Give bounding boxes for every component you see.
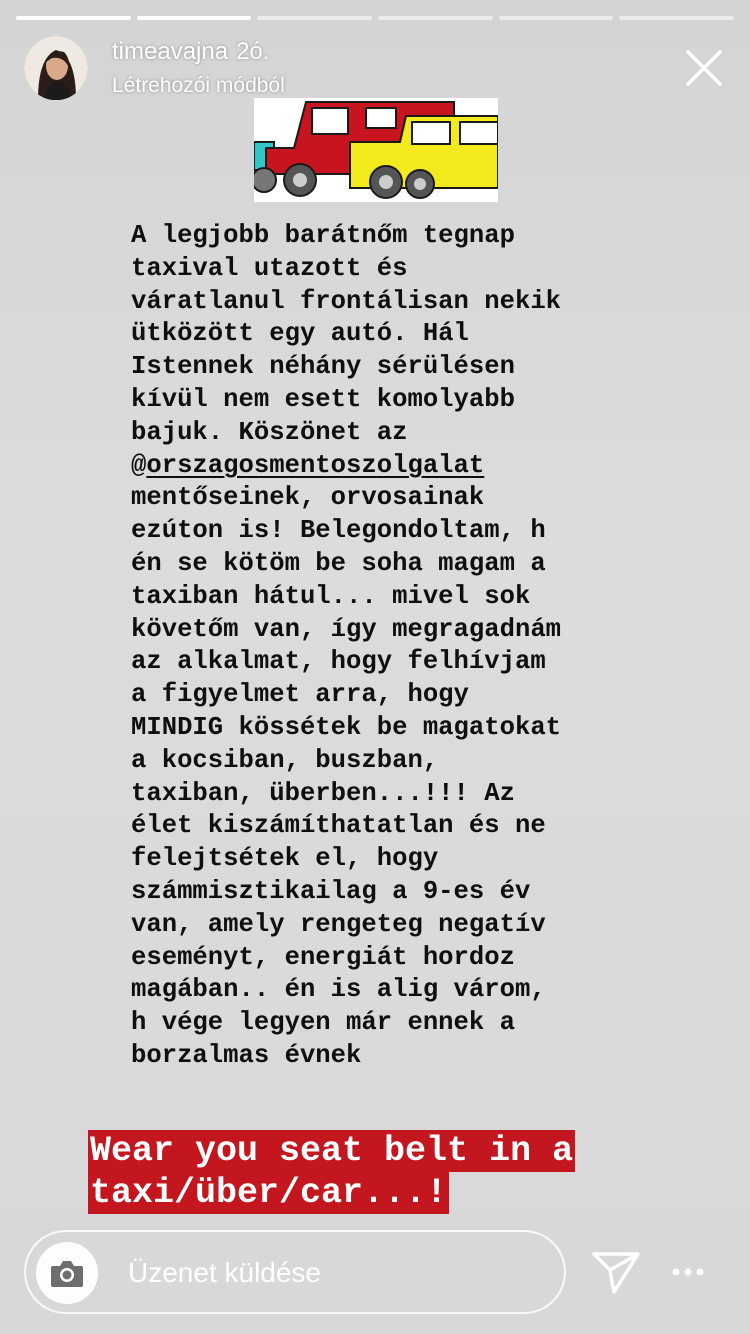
story-line: a figyelmet arra, hogy bbox=[131, 680, 469, 710]
mention-prefix: @ bbox=[131, 450, 147, 480]
car-crash-illustration bbox=[254, 98, 498, 202]
story-line: A legjobb barátnőm tegnap bbox=[131, 221, 515, 250]
seat-belt-banner bbox=[88, 1130, 575, 1214]
username[interactable]: timeavajna bbox=[112, 38, 229, 65]
story-line: váratlanul frontálisan nekik bbox=[131, 286, 562, 316]
story-line: a kocsiban, buszban, bbox=[131, 745, 439, 775]
banner-line: taxi/über/car...! bbox=[90, 1173, 448, 1213]
close-icon[interactable] bbox=[682, 46, 726, 90]
progress-segment bbox=[16, 16, 131, 20]
progress-segment bbox=[499, 16, 614, 20]
progress-segment bbox=[378, 16, 493, 20]
story-line: élet kiszámíthatatlan és ne bbox=[131, 811, 546, 841]
story-line: h vége legyen már ennek a bbox=[131, 1008, 515, 1038]
story-line: ezúton is! Belegondoltam, h bbox=[131, 516, 546, 546]
progress-segment bbox=[619, 16, 734, 20]
camera-button[interactable] bbox=[36, 1242, 98, 1304]
story-line: ütközött egy autó. Hál bbox=[131, 319, 469, 349]
send-icon[interactable] bbox=[590, 1248, 642, 1296]
user-line bbox=[112, 38, 269, 66]
mention-link[interactable]: orszagosmentoszolgalat bbox=[146, 450, 485, 480]
avatar[interactable] bbox=[24, 36, 88, 100]
story-line: taxival utazott és bbox=[131, 253, 408, 283]
story-progress-bar bbox=[16, 16, 734, 20]
progress-segment bbox=[137, 16, 252, 20]
story-line: MINDIG kössétek be magatokat bbox=[131, 712, 562, 742]
story-line: mentőseinek, orvosainak bbox=[131, 483, 485, 513]
story-line: borzalmas évnek bbox=[131, 1040, 362, 1070]
story-line: eseményt, energiát hordoz bbox=[131, 942, 515, 972]
story-line: magában.. én is alig várom, bbox=[131, 975, 546, 1005]
story-line: én se kötöm be soha magam a bbox=[131, 548, 546, 578]
time-ago: 2ó. bbox=[236, 38, 270, 65]
story-text bbox=[131, 220, 691, 1073]
story-line: felejtsétek el, hogy bbox=[131, 844, 439, 874]
creator-mode-label: Létrehozói módból bbox=[112, 74, 285, 97]
progress-segment bbox=[257, 16, 372, 20]
story-line: van, amely rengeteg negatív bbox=[131, 909, 546, 939]
story-line: taxiban hátul... mivel sok bbox=[131, 581, 531, 611]
story-line: számmisztikailag a 9-es év bbox=[131, 876, 531, 906]
story-header bbox=[24, 36, 726, 106]
message-input[interactable] bbox=[126, 1252, 550, 1294]
reply-field-container bbox=[24, 1230, 566, 1314]
story-line: bajuk. Köszönet az bbox=[131, 417, 408, 447]
story-line: az alkalmat, hogy felhívjam bbox=[131, 647, 546, 677]
reply-bar bbox=[24, 1230, 726, 1318]
story-line: Istennek néhány sérülésen bbox=[131, 352, 515, 382]
story-line: kívül nem esett komolyabb bbox=[131, 384, 515, 414]
story-line: taxiban, überben...!!! Az bbox=[131, 778, 515, 808]
story-line: követőm van, így megragadnám bbox=[131, 614, 562, 644]
camera-icon bbox=[50, 1258, 84, 1288]
banner-line: Wear you seat belt in a bbox=[90, 1131, 574, 1171]
more-icon[interactable] bbox=[668, 1260, 708, 1284]
